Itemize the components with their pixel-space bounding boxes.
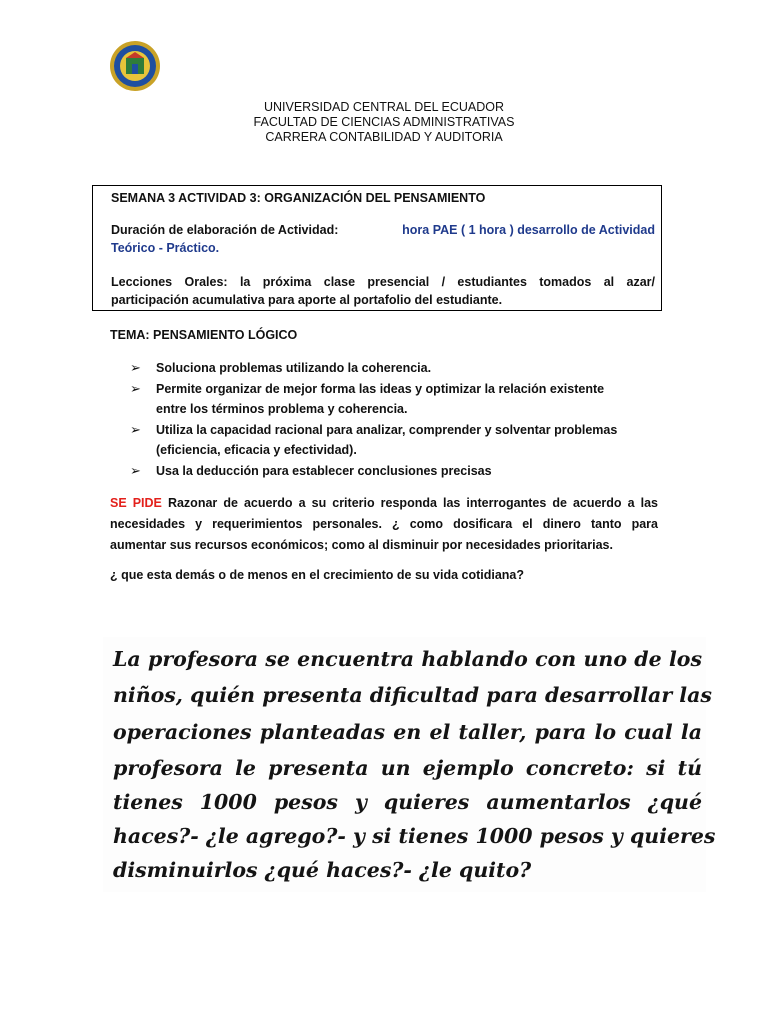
activity-title: SEMANA 3 ACTIVIDAD 3: ORGANIZACIÓN DEL PENSAMIENTO <box>111 191 486 205</box>
instructions-line-1: SE PIDE Razonar de acuerdo a su criterio responda las interrogantes de acuerdo a las <box>110 496 658 510</box>
scanned-line: tienes 1000 pesos y quieres aumentarlos ¿qué <box>113 790 702 814</box>
topic-heading: TEMA: PENSAMIENTO LÓGICO <box>110 328 298 342</box>
scanned-excerpt <box>103 637 716 892</box>
scanned-line: haces?- ¿le agrego?- y si tienes 1000 pesos y quieres <box>113 824 716 848</box>
scanned-line: profesora le presenta un ejemplo concreto: si tú <box>113 756 702 780</box>
duration-label: Duración de elaboración de Actividad: <box>111 223 339 237</box>
list-item: ➢ Usa la deducción para establecer conclusiones precisas <box>130 461 662 482</box>
lessons-line-1: Lecciones Orales: la próxima clase presencial / estudiantes tomados al azar/ <box>111 275 655 289</box>
scanned-line: disminuirlos ¿qué haces?- ¿le quito? <box>113 858 532 882</box>
arrowhead-bullet-icon: ➢ <box>130 380 141 396</box>
scanned-line: operaciones planteadas en el taller, para lo cual la <box>113 720 702 744</box>
faculty-name: FACULTAD DE CIENCIAS ADMINISTRATIVAS <box>253 115 515 129</box>
reflection-question: ¿ que esta demás o de menos en el crecimiento de su vida cotidiana? <box>110 568 525 582</box>
list-item: ➢ Utiliza la capacidad racional para analizar, comprender y solventar problemas (eficiencia, eficacia y efectividad). <box>130 421 618 457</box>
topic-bullet-list <box>130 358 662 481</box>
career-name: CARRERA CONTABILIDAD Y AUDITORIA <box>265 130 503 144</box>
activity-box <box>92 185 662 311</box>
document-header <box>0 100 768 145</box>
university-name: UNIVERSIDAD CENTRAL DEL ECUADOR <box>263 100 505 114</box>
assignment-instructions <box>110 493 658 556</box>
arrowhead-bullet-icon: ➢ <box>130 462 141 478</box>
scanned-line: La profesora se encuentra hablando con uno de los <box>113 647 702 671</box>
lessons-line-2: participación acumulativa para aporte al portafolio del estudiante. <box>111 293 503 307</box>
instructions-line-2: necesidades y requerimientos personales. ¿ como dosificara el dinero tanto para <box>110 517 658 531</box>
university-seal-icon <box>108 40 162 92</box>
arrowhead-bullet-icon: ➢ <box>130 421 141 437</box>
duration-value-cont: Teórico - Práctico. <box>111 241 220 255</box>
list-item: ➢ Soluciona problemas utilizando la coherencia. <box>130 358 662 379</box>
arrowhead-bullet-icon: ➢ <box>130 360 141 375</box>
instructions-line-3: aumentar sus recursos económicos; como al disminuir por necesidades prioritarias. <box>110 538 613 552</box>
list-item: ➢ Permite organizar de mejor forma las ideas y optimizar la relación existente entre los términos problema y coherencia. <box>130 380 605 416</box>
duration-value: hora PAE ( 1 hora ) desarrollo de Actividad <box>402 223 655 237</box>
se-pide-label: SE PIDE <box>110 496 162 510</box>
scanned-line: niños, quién presenta dificultad para desarrollar las <box>113 683 712 707</box>
activity-duration <box>111 221 655 240</box>
